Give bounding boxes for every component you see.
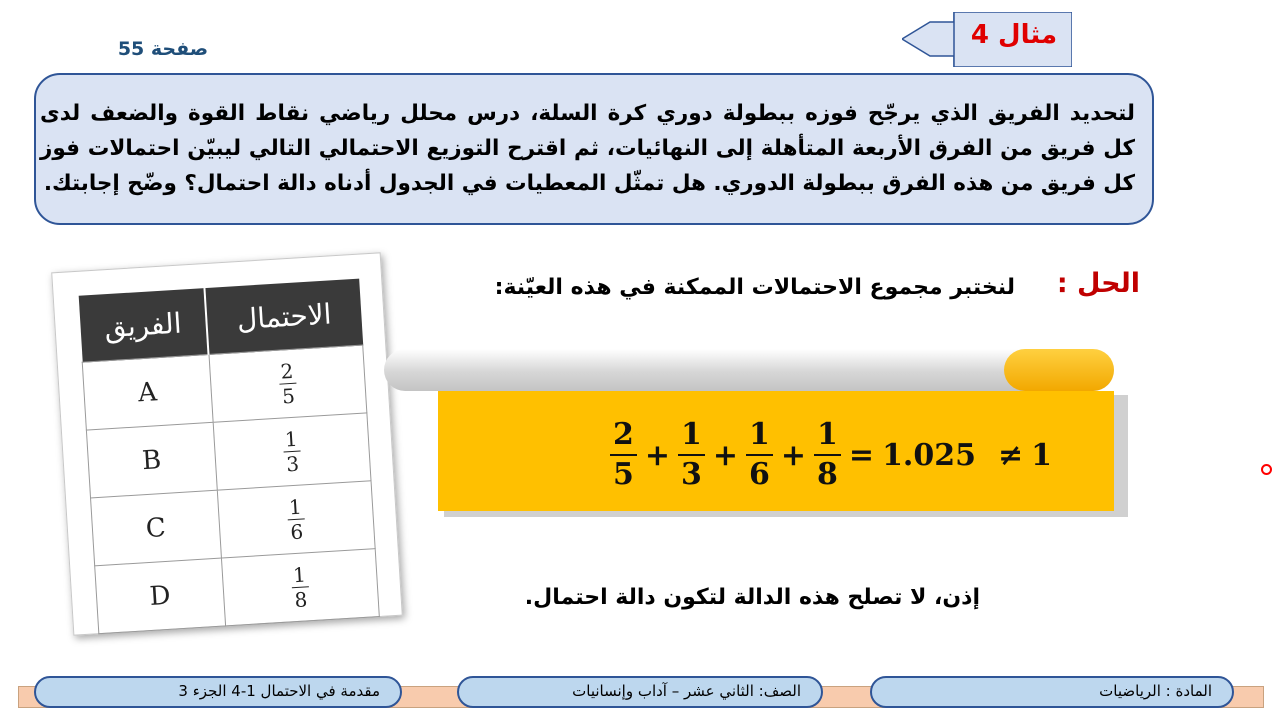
fraction: 2 5 (610, 420, 637, 490)
fraction: $\frac{1}{6}$ (746, 420, 773, 490)
fraction: $\frac{2}{5}$ (279, 358, 296, 409)
probability-cell (217, 481, 375, 558)
not-equal-sign: ≠ (998, 437, 1024, 473)
equals-sign: = (848, 437, 875, 473)
footer-grade: الصف: الثاني عشر – آداب وإنسانيات (457, 676, 823, 708)
compare-value: 1 (1031, 437, 1053, 473)
header-team: الفريق (78, 288, 208, 362)
probability-cell (221, 549, 379, 626)
footer-subject: المادة : الرياضيات (870, 676, 1234, 708)
footer-lesson: مقدمة في الاحتمال 1-4 الجزء 3 (34, 676, 402, 708)
header-probability: الاحتمال (205, 279, 363, 355)
sum-result: 1.025 (882, 437, 977, 473)
plus-sign: + (712, 437, 739, 473)
fraction: $\frac{1}{8}$ (814, 420, 841, 490)
example-tag (902, 12, 1072, 67)
team-cell: C (91, 490, 222, 566)
team-cell: B (86, 422, 217, 498)
probability-cell (209, 345, 367, 422)
plus-sign: + (780, 437, 807, 473)
solution-intro: لنختبر مجموع الاحتمالات الممكنة في هذه العيّنة: (494, 275, 1015, 300)
fraction: $\frac{1}{8}$ (292, 562, 309, 613)
team-cell: A (82, 354, 213, 430)
probability-table-card (51, 252, 403, 635)
page-number: صفحة 55 (117, 38, 209, 60)
probability-table (78, 279, 380, 635)
team-cell: D (95, 558, 226, 634)
problem-text: لتحديد الفريق الذي يرجّح فوزه ببطولة دوري كرة السلة، درس محلل رياضي نقاط القوة والضعف لدى كل فريق من الفرق الأربعة المتأهلة إلى النهائيات، ثم اقترح التوزيع الاحتمالي التالي ليبيّن احتمالات فوز كل فريق من هذه الفرق ببطولة الدوري. هل تمثّل المعطيات في الجدول أدناه دالة احتمال؟ وضّح إجابتك. (40, 101, 1135, 196)
plus-sign: + (644, 437, 671, 473)
probability-cell (213, 413, 371, 490)
pointer-dot-icon (1261, 464, 1272, 475)
fraction: $\frac{1}{6}$ (288, 494, 304, 545)
fraction: $\frac{1}{3}$ (284, 426, 300, 477)
example-label: مثال 4 (970, 20, 1058, 50)
conclusion-text: إذن، لا تصلح هذه الدالة لتكون دالة احتمال. (524, 585, 980, 610)
scroll-banner-cap (1004, 349, 1114, 391)
fraction: $\frac{1}{3}$ (678, 420, 705, 490)
solution-label: الحل : (1056, 268, 1140, 299)
sum-equation (610, 417, 1053, 492)
